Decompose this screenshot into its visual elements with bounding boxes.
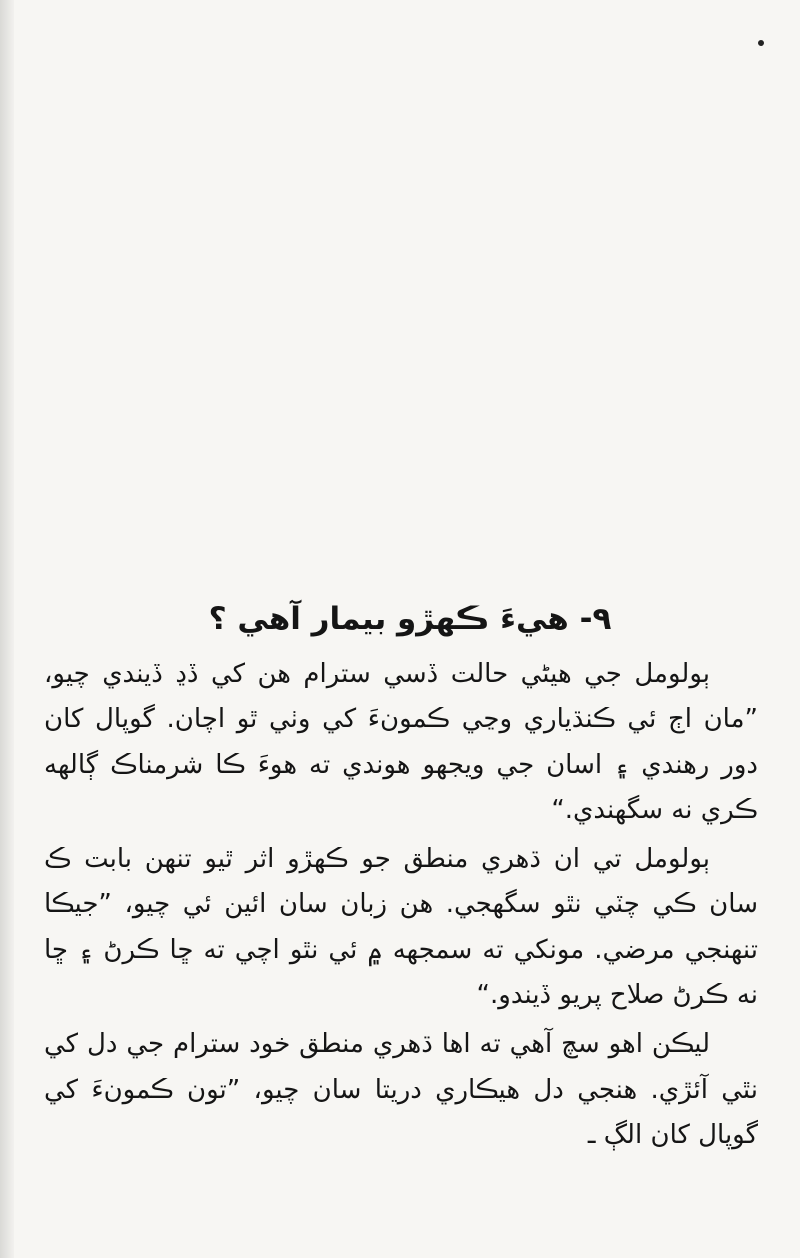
page-edge <box>0 0 14 1258</box>
body-text <box>44 652 758 1158</box>
paragraph-1: ٻولومل جي هيڻي حالت ڏسي سترام هن کي ڏڍ ڏيندي چيو، ”مان اڄ ئي ڪنڌياري وڃي ڪمونءَ کي وٺي ٿو اچان. گوپال کان دور رهندي ۽ اسان جي ويجهو هوندي ته هوءَ ڪا شرمناڪ ڳالهه ڪري نه سگهندي.“ <box>44 659 758 825</box>
ink-speck <box>758 40 764 46</box>
paragraph-3: ليڪن اهو سچ آهي ته اها ڌهري منطق خود سترام جي دل کي نٿي آئڙي. هنجي دل هيڪاري دريتا سان چيو، ”تون ڪمونءَ کي گوپال کان الڳ ـ <box>44 1029 758 1150</box>
paragraph-2: ٻولومل تي ان ڌهري منطق جو ڪهڙو اثر ٿيو تنهن بابت ڪ سان ڪي چٽي نٿو سگهجي. هن زبان سان ائين ئي چيو، ”جيڪا تنهنجي مرضي. مونکي ته سمجهه ۾ ئي نٿو اچي ته ڇا ڪرڻ ۽ ڇا نه ڪرڻ صلاح پريو ڏيندو.“ <box>44 844 758 1011</box>
chapter-heading: ٩- هيءَ ڪهڙو بيمار آهي ؟ <box>208 601 612 637</box>
